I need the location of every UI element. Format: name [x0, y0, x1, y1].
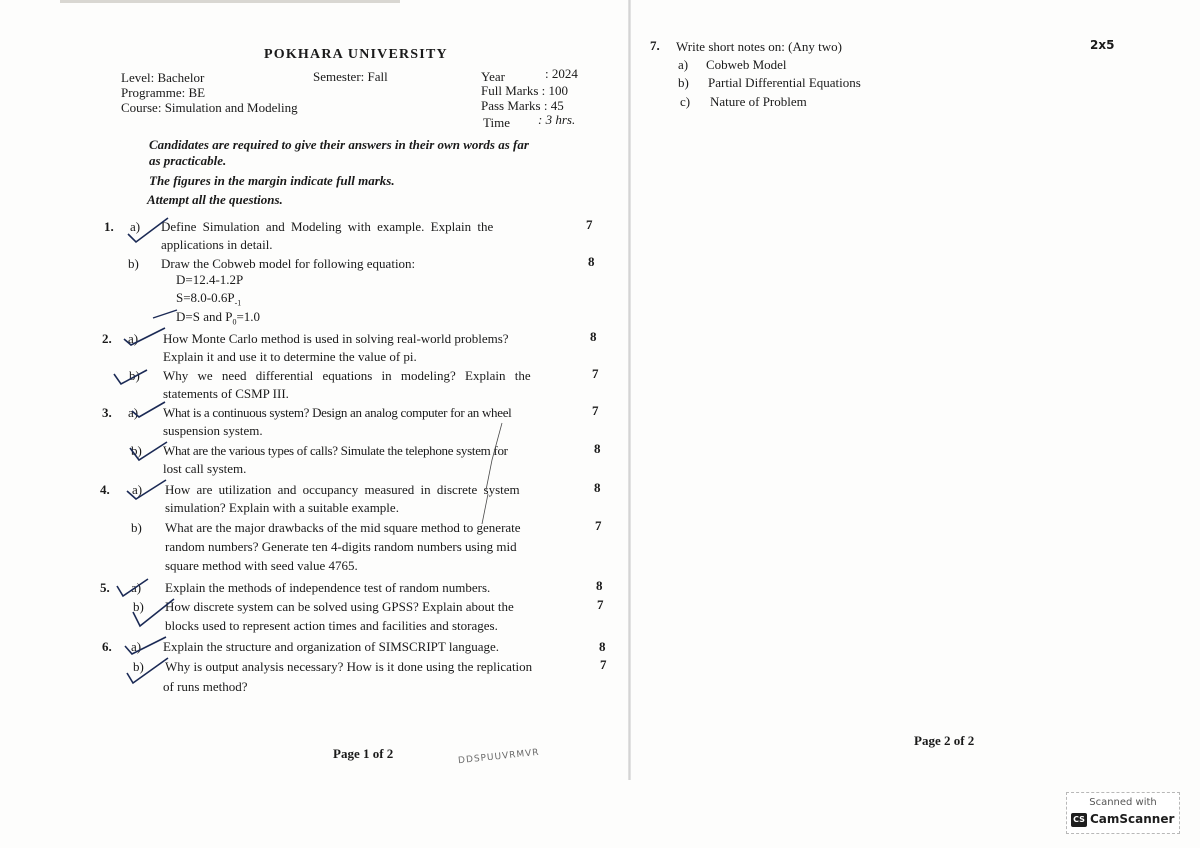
semester: Semester: Fall: [313, 69, 388, 84]
q7a-label: a): [678, 57, 689, 72]
exam-page-1: [0, 0, 628, 780]
pass-marks: Pass Marks : 45: [481, 98, 564, 113]
q7-text: Write short notes on: (Any two): [676, 39, 842, 54]
q3b-label: b): [131, 443, 142, 458]
q7b-text: Partial Differential Equations: [708, 75, 861, 90]
scanned-with-label: Scanned with: [1089, 797, 1157, 808]
question-number-7: 7.: [650, 38, 660, 53]
instruction-line-4: Attempt all the questions.: [147, 192, 283, 207]
question-number-4: 4.: [100, 482, 110, 497]
q4b-text-line-2: random numbers? Generate ten 4-digits random numbers using mid: [165, 539, 517, 554]
exam-page-2: [628, 0, 1200, 780]
year-label: Year: [481, 69, 505, 84]
time-value: : 3 hrs.: [538, 112, 576, 127]
q1a-label: a): [130, 219, 141, 234]
q7a-text: Cobweb Model: [706, 57, 787, 72]
q4a-text-line-2: simulation? Explain with a suitable example.: [165, 500, 399, 515]
q4a-label: a): [132, 482, 143, 497]
q1a-marks: 7: [586, 217, 593, 232]
q5b-text-line-2: blocks used to represent action times and facilities and storages.: [165, 618, 498, 633]
q2a-text-line-1: How Monte Carlo method is used in solving real-world problems?: [163, 331, 509, 346]
time-label: Time: [483, 115, 510, 130]
q1b-label: b): [128, 256, 139, 271]
full-marks: Full Marks : 100: [481, 83, 569, 98]
q5a-text: Explain the methods of independence test of random numbers.: [165, 580, 491, 595]
checkmark-icon: [130, 596, 178, 632]
camscanner-brand: CamScanner: [1090, 812, 1175, 826]
programme: Programme: BE: [121, 85, 206, 100]
q5a-marks: 8: [596, 578, 603, 593]
handwritten-stamp: DDSPUUVRMVR: [457, 747, 541, 767]
q3a-label: a): [128, 405, 139, 420]
year-value: : 2024: [545, 66, 578, 81]
instruction-line-3: The figures in the margin indicate full marks.: [149, 173, 395, 188]
instruction-line-1: Candidates are required to give their answers in their own words as far: [149, 137, 529, 152]
q2b-label: b): [129, 368, 140, 383]
q3a-text-line-2: suspension system.: [163, 423, 263, 438]
q6a-text: Explain the structure and organization of SIMSCRIPT language.: [163, 639, 500, 654]
q2a-marks: 8: [590, 329, 597, 344]
q1a-text-line-1: Define Simulation and Modeling with example. Explain the: [161, 219, 494, 234]
q5b-marks: 7: [597, 597, 604, 612]
q4b-label: b): [131, 520, 142, 535]
question-number-2: 2.: [102, 331, 112, 346]
pen-stroke-mark: [478, 420, 508, 530]
q2a-label: a): [128, 331, 139, 346]
q4b-marks: 7: [595, 518, 602, 533]
q1a-text-line-2: applications in detail.: [161, 237, 273, 252]
strikethrough-mark: [150, 306, 180, 324]
q6a-label: a): [131, 639, 142, 654]
q2b-marks: 7: [592, 366, 599, 381]
q1b-text: Draw the Cobweb model for following equation:: [161, 256, 416, 271]
q5b-label: b): [133, 599, 144, 614]
q6b-text-line-2: of runs method?: [163, 679, 248, 694]
equation-equilibrium: D=S and $P_0=1.0$: [176, 309, 261, 327]
q5b-text-line-1: How discrete system can be solved using GPSS? Explain about the: [165, 599, 514, 614]
q5a-label: a): [131, 580, 142, 595]
equation-supply: $S=8.0-0.6P_{-1}$: [176, 290, 242, 308]
q3a-text-line-1: What is a continuous system? Design an analog computer for an wheel: [163, 405, 512, 420]
checkmark-icon: [111, 364, 151, 388]
university-name: POKHARA UNIVERSITY: [264, 47, 448, 62]
q4b-text-line-1: What are the major drawbacks of the mid square method to generate: [165, 520, 521, 535]
question-number-5: 5.: [100, 580, 110, 595]
q3b-text-line-2: lost call system.: [163, 461, 247, 476]
q7c-label: c): [680, 94, 691, 109]
q4b-text-line-3: square method with seed value 4765.: [165, 558, 358, 573]
q2a-text-line-2: Explain it and use it to determine the value of pi.: [163, 349, 417, 364]
level: Level: Bachelor: [121, 70, 205, 85]
q3a-marks: 7: [592, 403, 599, 418]
q7-marks: 2x5: [1090, 38, 1115, 52]
q6b-text-line-1: Why is output analysis necessary? How is it done using the replication: [165, 659, 533, 674]
checkmark-icon: [121, 325, 169, 349]
checkmark-icon: [129, 399, 169, 423]
course: Course: Simulation and Modeling: [121, 100, 298, 115]
equation-demand: D=12.4-1.2P: [176, 272, 244, 287]
q2b-text-line-2: statements of CSMP III.: [163, 386, 289, 401]
q6b-label: b): [133, 659, 144, 674]
q7c-text: Nature of Problem: [710, 94, 807, 109]
q2b-text-line-1: Why we need differential equations in modeling? Explain the: [163, 368, 531, 383]
instruction-line-2: as practicable.: [149, 153, 227, 168]
checkmark-icon: [124, 214, 172, 246]
question-number-3: 3.: [102, 405, 112, 420]
page-number-right: Page 2 of 2: [914, 733, 975, 748]
q3b-marks: 8: [594, 441, 601, 456]
question-number-1: 1.: [104, 219, 114, 234]
q6b-marks: 7: [600, 657, 607, 672]
q6a-marks: 8: [599, 639, 606, 654]
q4a-text-line-1: How are utilization and occupancy measured in discrete system: [165, 482, 520, 497]
q7b-label: b): [678, 75, 689, 90]
question-number-6: 6.: [102, 639, 112, 654]
q1b-marks: 8: [588, 254, 595, 269]
q4a-marks: 8: [594, 480, 601, 495]
checkmark-icon: [124, 655, 172, 689]
checkmark-icon: [127, 440, 171, 474]
q3b-text-line-1: What are the various types of calls? Simulate the telephone system for: [163, 443, 508, 458]
page-number-left: Page 1 of 2: [333, 746, 394, 761]
camscanner-logo-icon: CS: [1071, 813, 1087, 827]
camscanner-watermark: [1066, 792, 1180, 834]
checkmark-icon: [124, 477, 170, 503]
